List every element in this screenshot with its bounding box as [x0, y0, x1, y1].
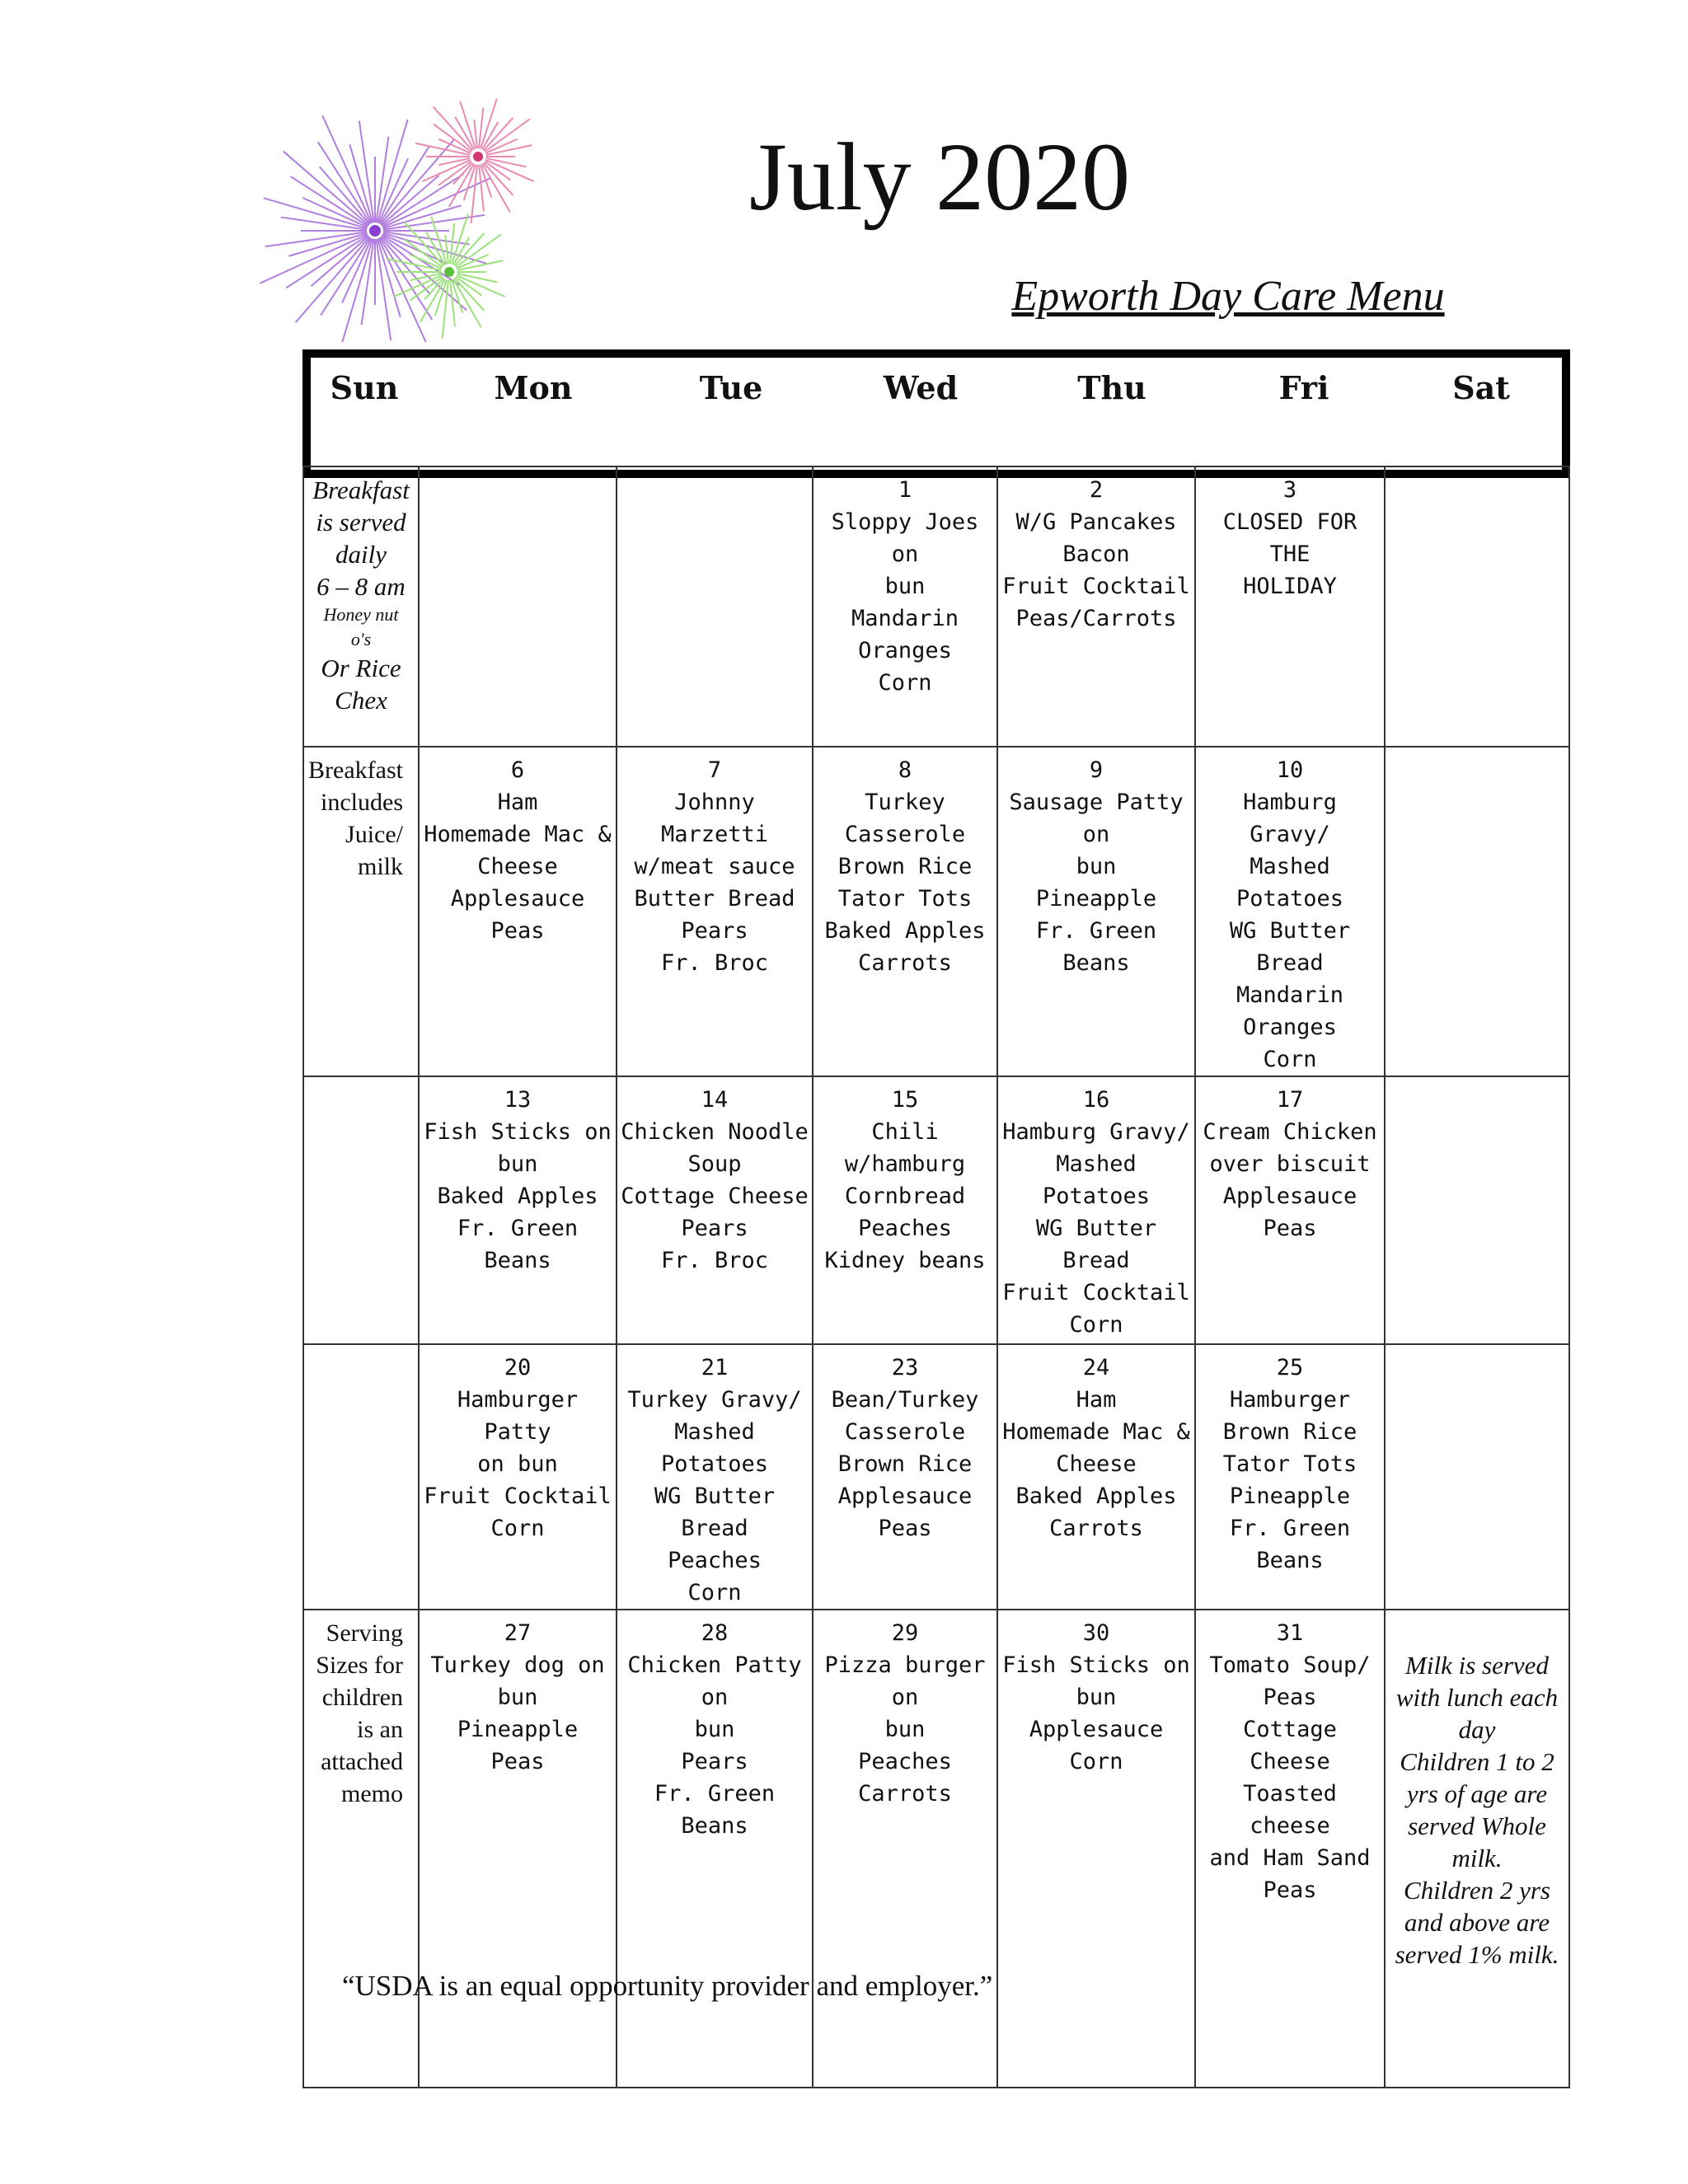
weekday-tue: Tue [699, 369, 763, 406]
menu-line: Chicken Noodle [621, 1119, 809, 1145]
menu-line: Peaches [858, 1749, 952, 1774]
day-number: 7 [707, 757, 722, 783]
menu-line: milk. [1451, 1844, 1503, 1872]
menu-line: Chex [335, 686, 387, 715]
menu-line: includes [321, 789, 403, 816]
menu-line: served 1% milk. [1395, 1940, 1559, 1969]
menu-line: Corn [490, 1516, 545, 1541]
cell-content [307, 474, 415, 602]
menu-line: Pineapple [1035, 886, 1157, 912]
menu-line: Corn [1069, 1749, 1123, 1774]
day-number: 20 [504, 1355, 532, 1380]
weekday-header [302, 349, 1570, 478]
menu-line: Cream Chicken [1203, 1119, 1377, 1145]
menu-line: Children 2 yrs [1404, 1876, 1550, 1905]
menu-line: bun [1076, 854, 1117, 879]
menu-line: WG Butter Bread [1035, 1216, 1157, 1273]
cell-content [1001, 1617, 1191, 1778]
calendar-cell-sun [303, 1344, 419, 1610]
cell-content [1001, 474, 1191, 635]
fireworks-image [239, 78, 552, 342]
menu-line: Hamburger Patty [457, 1387, 579, 1445]
calendar-cell [617, 466, 813, 747]
day-number: 15 [891, 1087, 919, 1113]
menu-line: daily [335, 540, 387, 569]
cell-content [817, 754, 993, 979]
cell-content [423, 1617, 612, 1778]
menu-line: WG Butter Bread [654, 1483, 776, 1541]
menu-line: is served [316, 508, 406, 537]
menu-line: Mandarin Oranges [1236, 982, 1344, 1040]
calendar-cell [1195, 747, 1385, 1076]
menu-line: w/meat sauce [634, 854, 795, 879]
menu-line: Casserole [844, 1419, 966, 1445]
menu-line: Pineapple [457, 1717, 579, 1742]
calendar-cell-sun [303, 747, 419, 1076]
calendar-cell [997, 747, 1195, 1076]
cell-content [621, 1084, 809, 1277]
menu-line: Bacon [1062, 541, 1130, 567]
menu-line: Mashed Potatoes [1042, 1151, 1151, 1209]
menu-line: Carrots [1049, 1516, 1143, 1541]
calendar-cell [617, 1610, 813, 2088]
menu-line: and above are [1404, 1908, 1550, 1937]
day-number: 31 [1276, 1620, 1304, 1646]
menu-line: Brown Rice [837, 1451, 973, 1477]
menu-line: Cottage Cheese [621, 1183, 809, 1209]
calendar-cell [1195, 1076, 1385, 1344]
calendar-cell [1385, 466, 1569, 747]
menu-line: Applesauce [837, 1483, 973, 1509]
calendar-cell [813, 1076, 997, 1344]
menu-line: Butter Bread [634, 886, 795, 912]
menu-line: Tator Tots [1222, 1451, 1357, 1477]
cell-content [1001, 1352, 1191, 1544]
cell-content [1199, 1617, 1381, 1906]
menu-line: Applesauce [450, 886, 585, 912]
calendar-cell [1385, 1076, 1569, 1344]
menu-line: Serving [326, 1619, 403, 1647]
cell-content [1001, 1084, 1191, 1341]
menu-line: bun [884, 574, 926, 599]
menu-line: Chili w/hamburg [844, 1119, 966, 1177]
menu-line: Honey nut [323, 604, 399, 625]
menu-line: Baked Apples [1015, 1483, 1177, 1509]
calendar-cell [617, 1344, 813, 1610]
weekday-wed: Wed [883, 369, 959, 406]
cell-content [307, 1617, 403, 1810]
menu-line: Pears [681, 1216, 748, 1241]
menu-line: Peas [1263, 1685, 1317, 1710]
calendar-cell [1195, 466, 1385, 747]
cell-content [817, 1084, 993, 1277]
menu-line: Corn [878, 670, 932, 696]
menu-line: Bean/Turkey [831, 1387, 979, 1413]
calendar-cell-sun [303, 466, 419, 747]
page-title: July 2020 [748, 123, 1131, 231]
weekday-sun: Sun [330, 369, 399, 406]
menu-line: with lunch each [1395, 1683, 1559, 1712]
menu-line: Tomato Soup/ [1209, 1652, 1371, 1678]
menu-line: Turkey Gravy/ [627, 1387, 802, 1413]
menu-line: Turkey dog on bun [430, 1652, 605, 1710]
week-row-1 [303, 466, 1569, 747]
menu-line: o's [350, 629, 372, 649]
menu-line: Peas [490, 918, 545, 944]
weekday-thu: Thu [1077, 369, 1146, 406]
day-number: 25 [1276, 1355, 1304, 1380]
calendar-cell [1385, 747, 1569, 1076]
calendar-cell [813, 747, 997, 1076]
day-number: 27 [504, 1620, 532, 1646]
day-number: 10 [1276, 757, 1304, 783]
menu-line: bun [884, 1717, 926, 1742]
menu-line: Corn [1263, 1047, 1317, 1072]
menu-line: HOLIDAY [1243, 574, 1337, 599]
menu-line: bun [694, 1717, 735, 1742]
menu-line: Peas/Carrots [1015, 606, 1177, 631]
menu-line: Applesauce [1029, 1717, 1164, 1742]
page-subtitle: Epworth Day Care Menu [1011, 273, 1445, 320]
menu-line: Fr. Green Beans [654, 1781, 776, 1839]
weekday-mon: Mon [494, 369, 573, 406]
menu-line: and Ham Sand [1209, 1845, 1371, 1871]
calendar-grid [302, 466, 1568, 2088]
day-number: 1 [898, 477, 912, 503]
day-number: 23 [891, 1355, 919, 1380]
cell-content [423, 1084, 612, 1277]
menu-line: Mashed Potatoes [1236, 854, 1344, 912]
week-row-3 [303, 1076, 1569, 1344]
menu-line: Peaches [668, 1548, 762, 1573]
menu-line: Ham [1076, 1387, 1117, 1413]
calendar-cell [997, 1076, 1195, 1344]
menu-line: children [321, 1684, 403, 1711]
menu-line: Fr. Green Beans [457, 1216, 579, 1273]
menu-line: day [1458, 1715, 1496, 1744]
usda-footer: “USDA is an equal opportunity provider and employer.” [342, 1970, 993, 2002]
menu-line: Breakfast [312, 476, 410, 504]
green-firework-core [444, 267, 454, 277]
cell-content [621, 1617, 809, 1842]
calendar-cell [1195, 1610, 1385, 2088]
menu-line: Homemade Mac & [1002, 1419, 1190, 1445]
menu-line: Fish Sticks on bun [1002, 1652, 1190, 1710]
menu-line: Peas [878, 1516, 932, 1541]
day-number: 6 [510, 757, 525, 783]
menu-line: Baked Apples [824, 918, 986, 944]
weekday-fri: Fri [1278, 369, 1329, 406]
menu-line: W/G Pancakes [1015, 509, 1177, 535]
menu-line: is an [357, 1716, 403, 1743]
menu-line: Or Rice [321, 654, 401, 682]
menu-line: Sloppy Joes on [831, 509, 979, 567]
calendar-cell [617, 747, 813, 1076]
menu-line: Chicken Patty on [627, 1652, 802, 1710]
calendar-cell [419, 747, 617, 1076]
menu-line: Hamburg Gravy/ [1243, 790, 1337, 847]
cell-content [1001, 754, 1191, 979]
menu-line: Corn [687, 1580, 742, 1605]
menu-line: Carrots [858, 1781, 952, 1807]
day-number: 3 [1282, 477, 1297, 503]
menu-line: Cheese [1056, 1451, 1137, 1477]
menu-line: Pineapple [1229, 1483, 1351, 1509]
week-row-2 [303, 747, 1569, 1076]
menu-line: Fish Sticks on bun [424, 1119, 612, 1177]
menu-line: Pizza burger on [824, 1652, 986, 1710]
menu-line: Applesauce [1222, 1183, 1357, 1209]
cell-content [423, 754, 612, 947]
cell-content [1199, 1084, 1381, 1244]
menu-line: Turkey Casserole [844, 790, 966, 847]
menu-line: on bun [477, 1451, 558, 1477]
calendar-cell [419, 1076, 617, 1344]
menu-line: Cheese [477, 854, 558, 879]
cell-content [423, 1352, 612, 1544]
menu-line: Children 1 to 2 [1400, 1747, 1554, 1776]
menu-line: Fruit Cocktail [424, 1483, 612, 1509]
menu-line: Fruit Cocktail [1002, 1280, 1190, 1305]
menu-line: Peas [490, 1749, 545, 1774]
menu-line: Brown Rice [837, 854, 973, 879]
menu-line: Breakfast [308, 757, 403, 784]
menu-line: Fr. Green Beans [1035, 918, 1157, 976]
cell-content [1199, 474, 1381, 602]
calendar-cell [997, 1344, 1195, 1610]
menu-line: memo [341, 1780, 403, 1807]
day-number: 8 [898, 757, 912, 783]
menu-line: Corn [1069, 1312, 1123, 1338]
calendar-cell-sun [303, 1610, 419, 2088]
menu-line: Peaches [858, 1216, 952, 1241]
menu-line: Fr. Broc [660, 1248, 769, 1273]
cell-content [307, 602, 415, 652]
calendar-cell [419, 466, 617, 747]
calendar-table [302, 466, 1570, 2088]
weekday-sat: Sat [1452, 369, 1510, 406]
cell-content [621, 1352, 809, 1609]
menu-line: Cottage Cheese [1243, 1717, 1337, 1774]
day-number: 21 [701, 1355, 729, 1380]
day-number: 14 [701, 1087, 729, 1113]
day-number: 2 [1089, 477, 1104, 503]
calendar-cell [813, 1610, 997, 2088]
menu-line: Brown Rice [1222, 1419, 1357, 1445]
menu-line: over biscuit [1209, 1151, 1371, 1177]
menu-line: Sizes for [316, 1652, 403, 1679]
cell-content [817, 1617, 993, 1810]
menu-line: Homemade Mac & [424, 822, 612, 847]
day-number: 24 [1082, 1355, 1110, 1380]
menu-line: Baked Apples [437, 1183, 598, 1209]
calendar-cell-sun [303, 1076, 419, 1344]
cell-content [307, 652, 415, 716]
menu-line: Fr. Green Beans [1229, 1516, 1351, 1573]
day-number: 9 [1089, 757, 1104, 783]
menu-line: milk [357, 853, 403, 880]
cell-content [307, 754, 403, 883]
week-row-4 [303, 1344, 1569, 1610]
day-number: 28 [701, 1620, 729, 1646]
menu-line: served Whole [1408, 1811, 1546, 1840]
calendar-cell [997, 466, 1195, 747]
menu-line: Milk is served [1405, 1651, 1549, 1680]
menu-line: yrs of age are [1406, 1779, 1548, 1808]
cell-content [1199, 1352, 1381, 1577]
menu-line: Fruit Cocktail [1002, 574, 1190, 599]
menu-line: attached [321, 1748, 403, 1775]
menu-line: Fr. Broc [660, 950, 769, 976]
day-number: 17 [1276, 1087, 1304, 1113]
menu-line: Peas [1263, 1877, 1317, 1903]
cell-content [817, 1352, 993, 1544]
menu-line: WG Butter Bread [1229, 918, 1351, 976]
calendar-cell [997, 1610, 1195, 2088]
menu-line: CLOSED FOR THE [1222, 509, 1357, 567]
menu-line: Hamburger [1229, 1387, 1351, 1413]
calendar-cell [1195, 1344, 1385, 1610]
menu-line: Juice/ [345, 821, 403, 848]
menu-line: Tator Tots [837, 886, 973, 912]
cell-content [817, 474, 993, 699]
menu-line: Hamburg Gravy/ [1002, 1119, 1190, 1145]
calendar-cell [813, 466, 997, 747]
menu-line: Toasted cheese [1243, 1781, 1337, 1839]
calendar-cell-sat [1385, 1610, 1569, 2088]
cell-content [1199, 754, 1381, 1076]
pink-firework-core [473, 152, 483, 162]
menu-line: Pears [681, 918, 748, 944]
menu-line: Carrots [858, 950, 952, 976]
day-number: 30 [1082, 1620, 1110, 1646]
cell-content [1389, 1617, 1565, 1971]
menu-line: Kidney beans [824, 1248, 986, 1273]
cell-content [621, 754, 809, 979]
calendar-cell [419, 1610, 617, 2088]
calendar-cell [419, 1344, 617, 1610]
menu-line: Cornbread [844, 1183, 966, 1209]
menu-line: Johnny Marzetti [660, 790, 769, 847]
calendar-cell [617, 1076, 813, 1344]
menu-line: Sausage Patty on [1009, 790, 1184, 847]
day-number: 16 [1082, 1087, 1110, 1113]
menu-line: Soup [687, 1151, 742, 1177]
menu-line: Mashed Potatoes [660, 1419, 769, 1477]
menu-line: Pears [681, 1749, 748, 1774]
purple-firework-core [369, 225, 381, 237]
menu-line: Peas [1263, 1216, 1317, 1241]
menu-line: Mandarin Oranges [851, 606, 959, 663]
calendar-cell [1385, 1344, 1569, 1610]
day-number: 29 [891, 1620, 919, 1646]
menu-line: 6 – 8 am [316, 572, 406, 601]
calendar-cell [813, 1344, 997, 1610]
menu-line: Ham [497, 790, 538, 815]
week-row-5 [303, 1610, 1569, 2088]
day-number: 13 [504, 1087, 532, 1113]
